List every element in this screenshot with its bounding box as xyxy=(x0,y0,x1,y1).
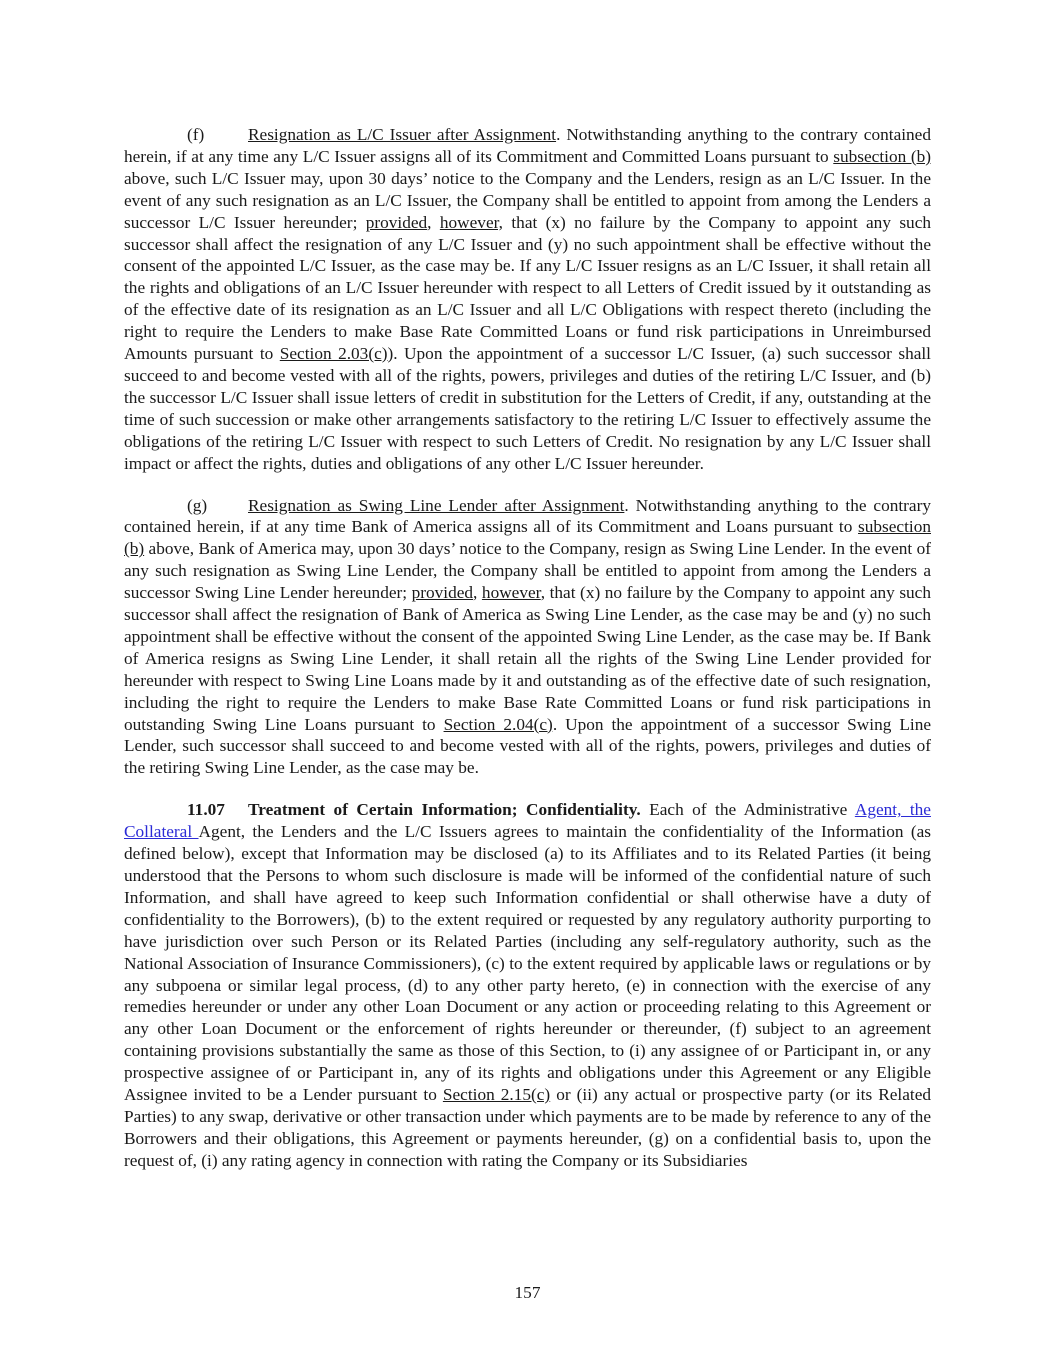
section-heading: Treatment of Certain Information; Confidentiality. xyxy=(248,800,641,820)
paragraph-heading: Resignation as L/C Issuer after Assignment xyxy=(248,125,557,144)
cross-reference: Section 2.15(c) xyxy=(442,1085,551,1105)
paragraph-text: . Notwithstanding anything to the contrary contained herein, if at any time any L/C Issuer assigns all of its Commitment and Committed Loans pursuant to xyxy=(124,125,931,166)
paragraph-label: (f) xyxy=(187,125,205,144)
paragraph-text: . Upon the appointment of a successor Swing Line Lender, such successor shall succeed to and become vested with all of the rights, powers, privileges and duties of the retiring Swing Line Lender, as the case may be. xyxy=(124,714,932,778)
provided-term: provided xyxy=(365,212,428,232)
inserted-text-link[interactable]: Agent, the Collateral xyxy=(124,800,931,842)
however-term: however, xyxy=(439,212,504,232)
provided-term: provided xyxy=(411,583,474,603)
paragraph-label: (g) xyxy=(187,495,208,515)
paragraph-text: Each of the Administrative xyxy=(640,800,855,820)
paragraph-f xyxy=(124,124,931,475)
cross-reference: Section 2.04(c) xyxy=(443,714,553,734)
paragraph-g xyxy=(124,495,931,780)
paragraph-text: ). Upon the appointment of a successor L/C Issuer, (a) such successor shall succeed to and become vested with all of the rights, powers, privileges and duties of the retiring L/C Issuer, and (b) the successor L/C Issuer shall issue letters of credit in substitution for the Letters of Credit, if any, outstanding at the time of such succession or make other arrangements satisfactory to the retiring L/C Issuer to effectively assume the obligations of the retiring L/C Issuer with respect to such Letters of Credit. No resignation by any L/C Issuer shall impact or affect the rights, duties and obligations of any other L/C Issuer hereunder. xyxy=(124,344,931,473)
paragraph-text: , that (x) no failure by the Company to appoint any such successor shall affect the resignation of Bank of America as Swing Line Lender, as the case may be and (y) no such appointment shall be effective without the consent of the appointed Swing Line Lender, as the case may be. If Bank of America resigns as Swing Line Lender, it shall retain all the rights of the Swing Line Lender provided for hereunder with respect to Swing Line Loans made by it and outstanding as of the effective date of such resignation, including the right to require the Lenders to make Base Rate Committed Loans or fund risk participations in outstanding Swing Line Loans pursuant to xyxy=(124,583,931,734)
cross-reference: Section 2.03(c) xyxy=(279,344,388,364)
section-number: 11.07 xyxy=(187,800,225,820)
paragraph-text: or (ii) any actual or prospective party (or its Related Parties) to any swap, derivative or other transaction under which payments are to be made by reference to any of the Borrowers and their obligations, this Agreement or payments hereunder, (g) on a confidential basis to, upon the request of, (i) any rating agency in connection with rating the Company or its Subsidiaries xyxy=(124,1085,932,1170)
paragraph-text: that (x) no failure by the Company to appoint any such successor shall affect the resignation of any L/C Issuer and (y) no such appointment shall be effective without the consent of the appointed L/C Issuer, as the case may be. If any L/C Issuer resigns as an L/C Issuer, it shall retain all the rights and obligations of an L/C Issuer hereunder with respect to all Letters of Credit issued by it outstanding as of the effective date of its resignation as an L/C Issuer and all L/C Obligations with respect thereto (including the right to require the Lenders to make Base Rate Committed Loans or fund risk participations in Unreimbursed Amounts pursuant to xyxy=(124,212,932,364)
cross-reference: subsection (b) xyxy=(833,146,931,166)
page-number: 157 xyxy=(514,1283,541,1302)
paragraph-text: , xyxy=(473,583,482,603)
paragraph-text: Agent, the Lenders and the L/C Issuers agrees to maintain the confidentiality of the Information (as defined below), except that Information may be disclosed (a) to its Affiliates and to its Related Parties (it being understood that the Persons to whom such disclosure is made will be informed of the confidential nature of such Information, and shall have agreed to keep such Information confidential or shall otherwise have a duty of confidentiality to the Borrowers), (b) to the extent required or requested by any regulatory authority purporting to have jurisdiction over such Person or its Related Parties (including any self-regulatory authority, such as the National Association of Insurance Commissioners), (c) to the extent required by applicable laws or regulations or by any subpoena or similar legal process, (d) to any other party hereto, (e) in connection with the exercise of any remedies hereunder or under any other Loan Document or any action or proceeding relating to this Agreement or any other Loan Document or the enforcement of rights hereunder or thereunder, (f) subject to an agreement containing provisions substantially the same as those of this Section, to (i) any assignee of or Participant in, or any prospective assignee of or Participant in, any of its rights and obligations under this Agreement or any Eligible Assignee invited to be a Lender pursuant to xyxy=(124,822,931,1105)
paragraph-text: , xyxy=(427,212,440,232)
cross-reference: subsection (b) xyxy=(124,517,931,559)
paragraph-heading: Resignation as Swing Line Lender after Assignment xyxy=(248,495,625,515)
however-term: however xyxy=(481,583,541,603)
paragraph-text: . Notwithstanding anything to the contrary contained herein, if at any time Bank of America assigns all of its Commitment and Loans pursuant to xyxy=(124,495,931,537)
page-body xyxy=(124,124,931,1172)
section-11-07 xyxy=(124,799,931,1171)
paragraph-text: above, such L/C Issuer may, upon 30 days’ notice to the Company and the Lenders, resign as an L/C Issuer. In the event of any such resignation as an L/C Issuer, the Company shall be entitled to appoint from among the Lenders a successor L/C Issuer hereunder; xyxy=(124,168,931,232)
paragraph-text: above, Bank of America may, upon 30 days’ notice to the Company, resign as Swing Line Lender. In the event of any such resignation as Swing Line Lender, the Company shall be entitled to appoint from among the Lenders a successor Swing Line Lender hereunder; xyxy=(124,539,931,603)
